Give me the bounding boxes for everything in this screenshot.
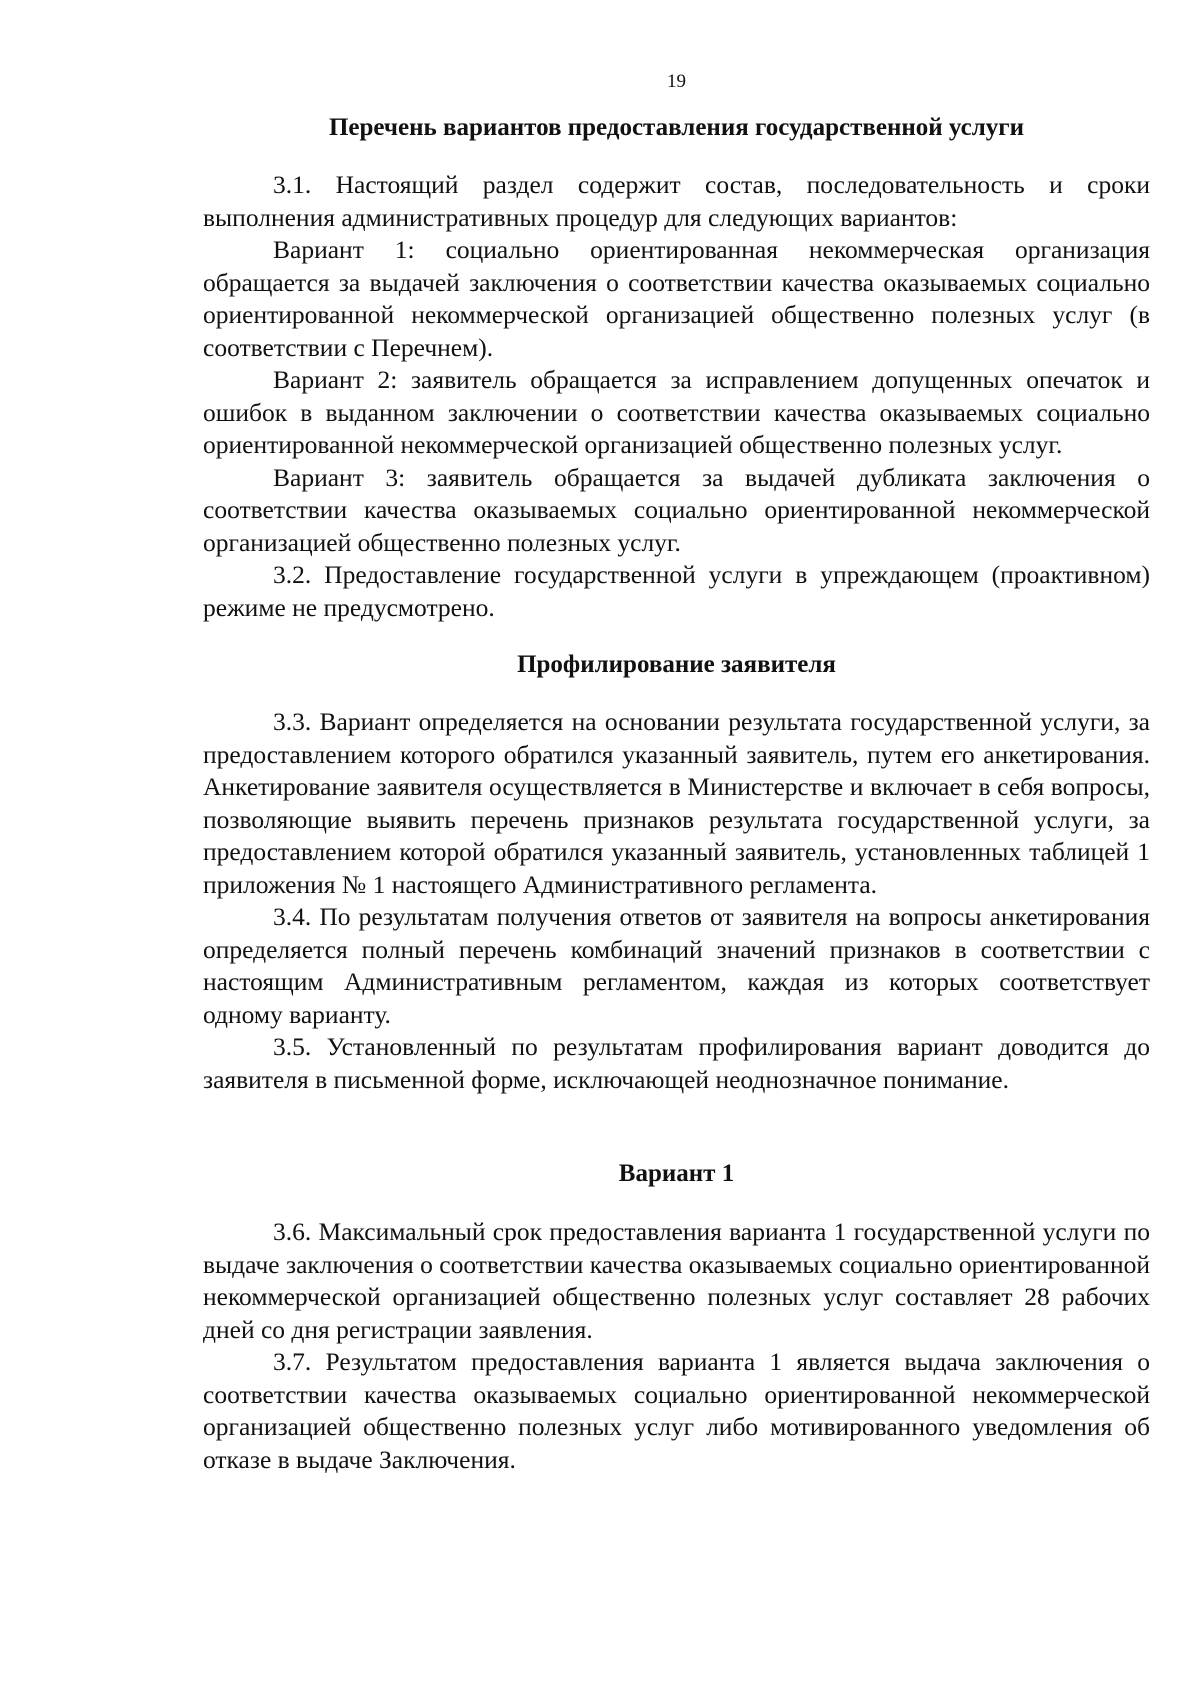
- paragraph-variant-3: Вариант 3: заявитель обращается за выдачей дубликата заключения о соответствии качества оказываемых социально ориентированной некоммерческой организацией общественно полезных услуг.: [203, 462, 1150, 557]
- paragraph-3-2: 3.2. Предоставление государственной услуги в упреждающем (проактивном) режиме не предусмотрено.: [203, 560, 1150, 622]
- paragraph-3-7: 3.7. Результатом предоставления варианта 1 является выдача заключения о соответствии качества оказываемых социально ориентированной некоммерческой организацией общественно полезных услуг либо мотивированного уведомления об отказе в выдаче Заключения.: [203, 1347, 1150, 1474]
- paragraph-variant-2: Вариант 2: заявитель обращается за исправлением допущенных опечаток и ошибок в выданном заключении о соответствии качества оказываемых социально ориентированной некоммерческой организацией общественно полезных услуг.: [203, 365, 1150, 459]
- page-number: 19: [667, 71, 686, 92]
- paragraph-3-3: 3.3. Вариант определяется на основании результата государственной услуги, за предоставлением которого обратился указанный заявитель, путем его анкетирования. Анкетирование заявителя осуществляется в Министерстве и включает в себя вопросы, позволяющие выявить перечень признаков результата государственной услуги, за предоставлением которой обратился указанный заявитель, установленных таблицей 1 приложения № 1 настоящего Административного регламента.: [203, 707, 1150, 899]
- section-variant-1: [203, 1216, 1150, 1476]
- section-heading-applicant-profiling: Профилирование заявителя: [517, 651, 836, 678]
- paragraph-3-4: 3.4. По результатам получения ответов от заявителя на вопросы анкетирования определяется полный перечень комбинаций значений признаков в соответствии с настоящим Административным регламентом, каждая из которых соответствует одному варианту.: [203, 902, 1150, 1029]
- paragraph-variant-1: Вариант 1: социально ориентированная некоммерческая организация обращается за выдачей заключения о соответствии качества оказываемых социально ориентированной некоммерческой организацией общественно полезных услуг (в соответствии с Перечнем).: [203, 235, 1150, 362]
- paragraph-3-1: 3.1. Настоящий раздел содержит состав, последовательность и сроки выполнения административных процедур для следующих вариантов:: [203, 170, 1150, 232]
- section-applicant-profiling: [203, 706, 1150, 1096]
- section-heading-variant-1: Вариант 1: [618, 1160, 735, 1187]
- paragraph-3-5: 3.5. Установленный по результатам профилирования вариант доводится до заявителя в письменной форме, исключающей неоднозначное понимание.: [203, 1032, 1150, 1094]
- paragraph-3-6: 3.6. Максимальный срок предоставления варианта 1 государственной услуги по выдаче заключения о соответствии качества оказываемых социально ориентированной некоммерческой организацией общественно полезных услуг составляет 28 рабочих дней со дня регистрации заявления.: [203, 1217, 1150, 1344]
- section-heading-variants-list: Перечень вариантов предоставления государственной услуги: [328, 114, 1025, 141]
- section-variants-list: [203, 169, 1150, 624]
